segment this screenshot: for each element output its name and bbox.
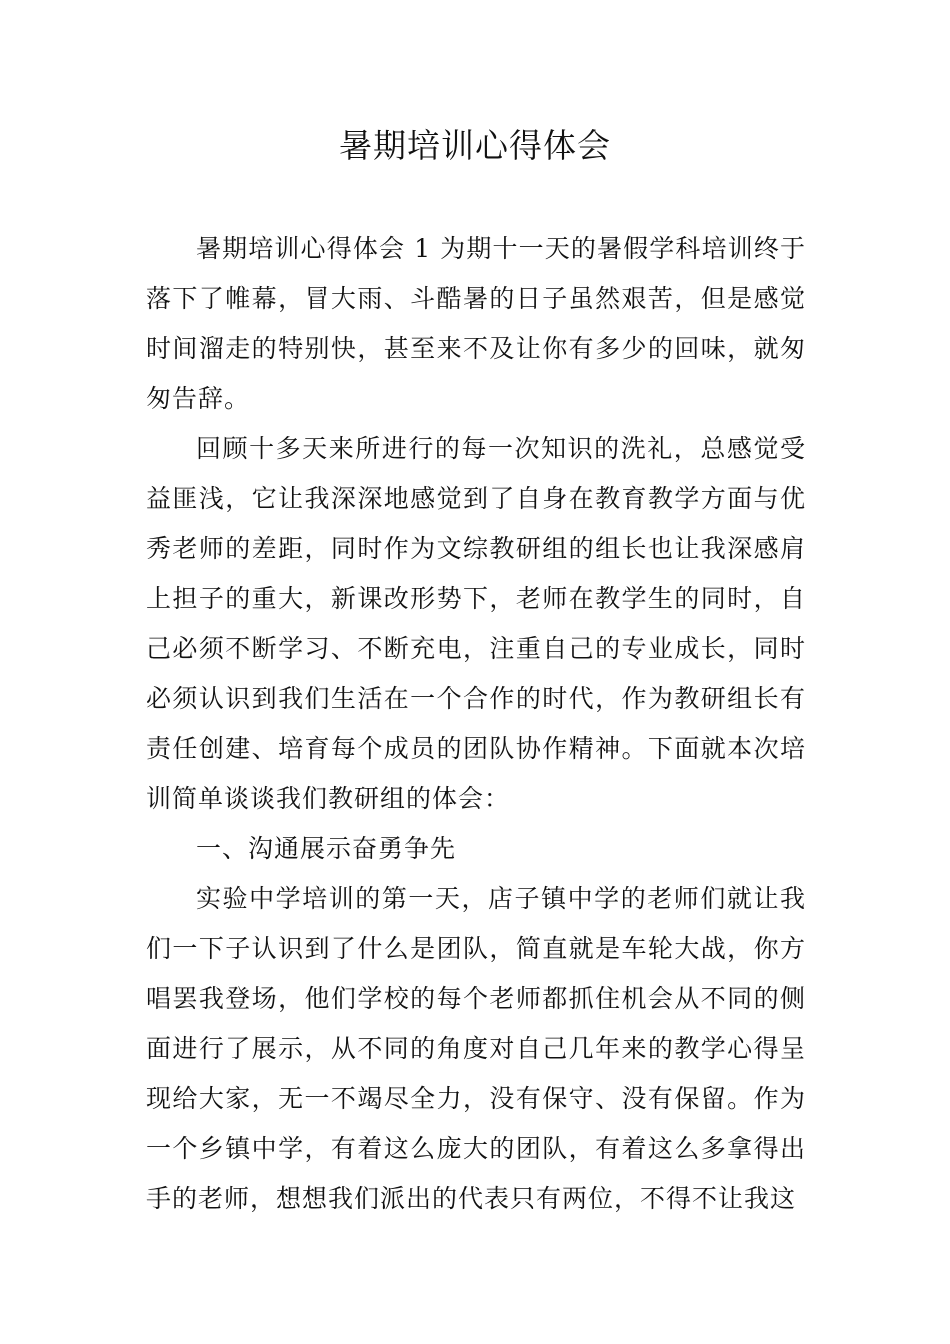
document-body <box>146 224 806 1224</box>
paragraph-intro: 暑期培训心得体会 1 为期十一天的暑假学科培训终于落下了帷幕，冒大雨、斗酷暑的日子虽然艰苦，但是感觉时间溜走的特别快，甚至来不及让你有多少的回味，就匆匆告辞。 <box>146 234 806 413</box>
paragraph-review: 回顾十多天来所进行的每一次知识的洗礼，总感觉受益匪浅，它让我深深地感觉到了自身在教育教学方面与优秀老师的差距，同时作为文综教研组的组长也让我深感肩上担子的重大，新课改形势下，老师在教学生的同时，自己必须不断学习、不断充电，注重自己的专业成长，同时必须认识到我们生活在一个合作的时代，作为教研组长有责任创建、培育每个成员的团队协作精神。下面就本次培训简单谈谈我们教研组的体会： <box>146 434 806 813</box>
section-heading-1: 一、沟通展示奋勇争先 <box>196 834 457 863</box>
paragraph-section-1: 实验中学培训的第一天，店子镇中学的老师们就让我们一下子认识到了什么是团队，简直就是车轮大战，你方唱罢我登场，他们学校的每个老师都抓住机会从不同的侧面进行了展示，从不同的角度对自己几年来的教学心得呈现给大家，无一不竭尽全力，没有保守、没有保留。作为一个乡镇中学，有着这么庞大的团队，有着这么多拿得出手的老师，想想我们派出的代表只有两位，不得不让我这 <box>146 884 806 1213</box>
document-title: 暑期培训心得体会 <box>339 126 611 165</box>
